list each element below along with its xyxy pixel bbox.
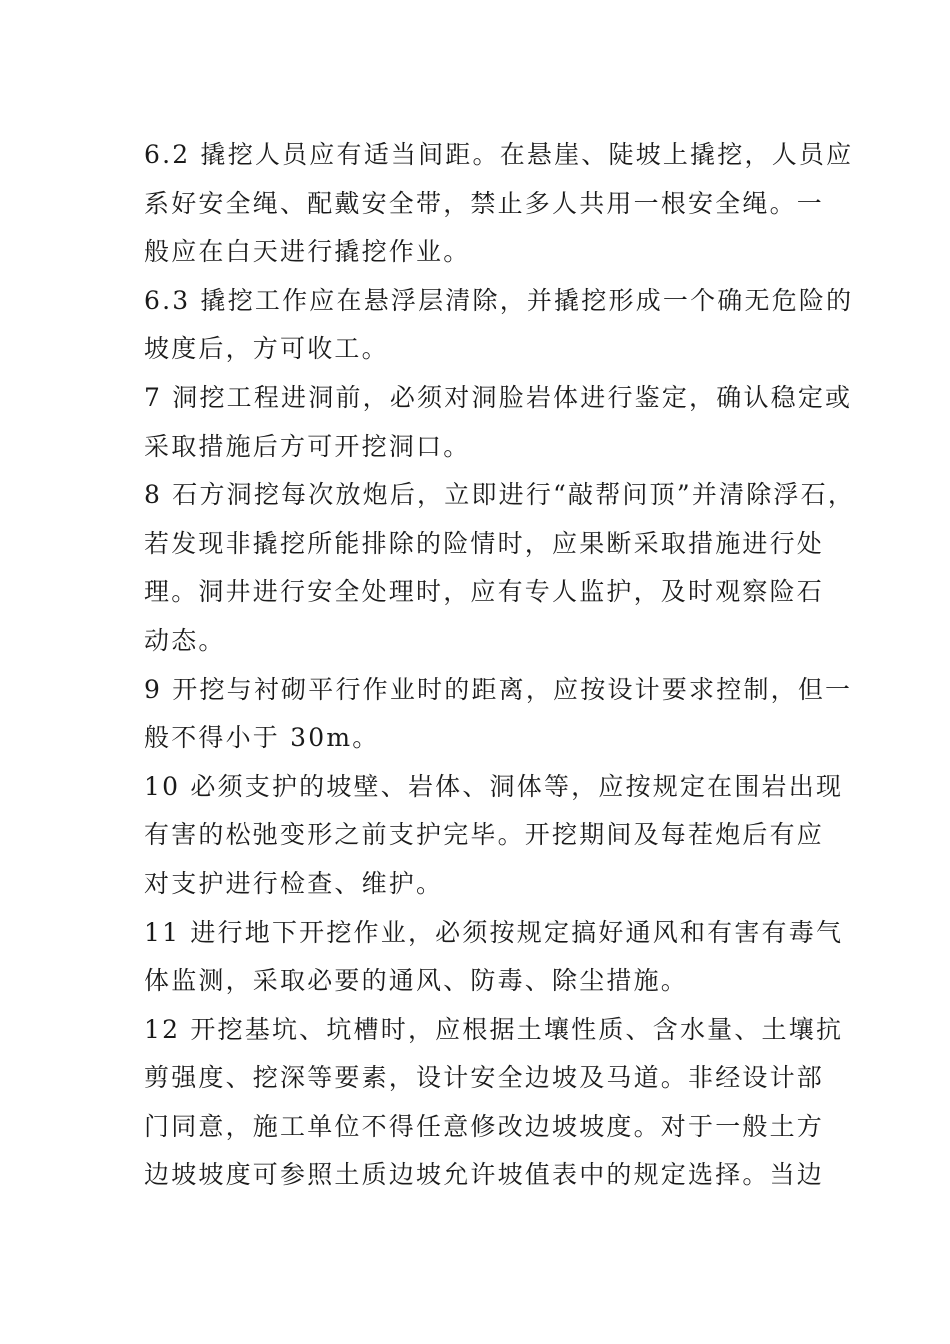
paragraph-line: 边坡坡度可参照土质边坡允许坡值表中的规定选择。当边 (144, 1160, 825, 1190)
paragraph-line: 门同意，施工单位不得任意修改边坡坡度。对于一般土方 (144, 1111, 825, 1141)
paragraph-line: 若发现非撬挖所能排除的险情时，应果断采取措施进行处 (144, 528, 825, 558)
paragraph-9 (144, 666, 853, 763)
paragraph-line: 6.2 撬挖人员应有适当间距。在悬崖、陡坡上撬挖，人员应 (144, 140, 854, 169)
paragraph-line: 采取措施后方可开挖洞口。 (144, 431, 471, 461)
paragraph-11 (144, 909, 844, 1006)
paragraph-line: 坡度后，方可收工。 (144, 334, 389, 364)
paragraph-line: 9 开挖与衬砌平行作业时的距离，应按设计要求控制，但一 (144, 674, 853, 704)
paragraph-8 (144, 471, 856, 665)
paragraph-line: 系好安全绳、配戴安全带，禁止多人共用一根安全绳。一 (144, 188, 825, 218)
paragraph-line: 8 石方洞挖每次放炮后，立即进行“敲帮问顶”并清除浮石， (144, 480, 856, 510)
paragraph-line: 对支护进行检查、维护。 (144, 868, 444, 898)
paragraph-line: 般应在白天进行撬挖作业。 (144, 237, 471, 267)
paragraph-10 (144, 763, 844, 909)
paragraph-line: 动态。 (144, 625, 226, 655)
paragraph-12 (144, 1006, 844, 1200)
paragraph-line: 10 必须支护的坡壁、岩体、洞体等，应按规定在围岩出现 (144, 771, 844, 801)
paragraph-line: 7 洞挖工程进洞前，必须对洞脸岩体进行鉴定，确认稳定或 (144, 382, 853, 412)
paragraph-line: 12 开挖基坑、坑槽时，应根据土壤性质、含水量、土壤抗 (144, 1014, 844, 1044)
paragraph-line: 11 进行地下开挖作业，必须按规定搞好通风和有害有毒气 (144, 917, 844, 947)
paragraph-7 (144, 374, 853, 471)
document-body (144, 131, 856, 1200)
paragraph-6-3 (144, 277, 854, 374)
paragraph-line: 有害的松弛变形之前支护完毕。开挖期间及每茬炮后有应 (144, 820, 825, 850)
paragraph-line: 剪强度、挖深等要素，设计安全边坡及马道。非经设计部 (144, 1063, 825, 1093)
paragraph-line: 体监测，采取必要的通风、防毒、除尘措施。 (144, 966, 689, 996)
paragraph-line: 6.3 撬挖工作应在悬浮层清除，并撬挖形成一个确无危险的 (144, 285, 854, 315)
paragraph-line: 理。洞井进行安全处理时，应有专人监护，及时观察险石 (144, 577, 825, 607)
paragraph-6-2 (144, 131, 854, 277)
paragraph-line: 般不得小于 30m。 (144, 723, 380, 753)
